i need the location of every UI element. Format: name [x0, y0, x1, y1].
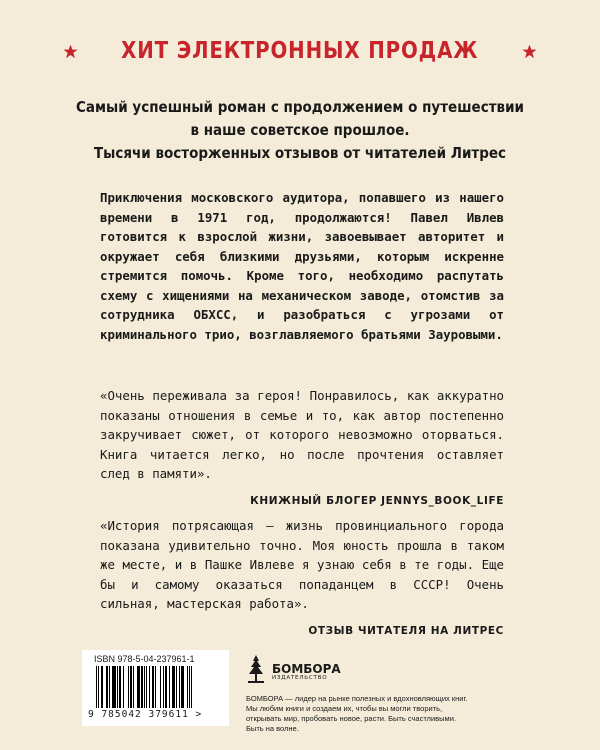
hit-title: ХИТ ЭЛЕКТРОННЫХ ПРОДАЖ: [121, 38, 479, 64]
barcode-digits: 9 785042 379611 >: [88, 709, 203, 720]
barcode-bars: [96, 666, 219, 708]
quote-attribution: ОТЗЫВ ЧИТАТЕЛЯ НА ЛИТРЕС: [308, 624, 504, 637]
publisher-logo: [246, 656, 341, 688]
star-icon: [63, 44, 78, 59]
tagline-line: в наше советское прошлое.: [190, 121, 410, 139]
hit-banner: [0, 38, 600, 64]
review-quote: [100, 386, 504, 511]
review-quote: [100, 516, 504, 641]
star-icon: [522, 44, 537, 59]
description-text: Приключения московского аудитора, попавшего из нашего времени в 1971 год, продолжаются! Павел Ивлев готовится к взрослой жизни, завоевывает авторитет и окружает себя близкими друзьями, которым искренне стремится помочь. Кроме того, необходимо распутать схему с хищениями на механическом заводе, отомстив за сотрудника ОБХСС, и разобраться с угрозами от криминального трио, возглавляемого братьями Зауровыми.: [100, 190, 504, 342]
isbn-text: ISBN 978-5-04-237961-1: [94, 654, 195, 664]
quote-text: «История потрясающая — жизнь провинциального города показана удивительно точно. Моя юность прошла в таком же месте, и в Пашке Ивлеве я узнаю себя в те годы. Еще бы и самому оказаться попаданцем в СССР! Очень сильная, мастерская работа».: [100, 518, 504, 611]
quote-text: «Очень переживала за героя! Понравилось, как аккуратно показаны отношения в семье и то, как автор постепенно закручивает сюжет, от которого невозможно оторваться. Книга читается легко, но после прочтения оставляет след в памяти».: [100, 388, 504, 481]
barcode-block: [82, 650, 229, 726]
publisher-description: БОМБОРА — лидер на рынке полезных и вдохновляющих книг. Мы любим книги и создаем их, чтобы вы могли творить, открывать мир, пробовать новое, расти. Быть счастливыми. Быть на волне.: [246, 694, 468, 733]
publisher-subtitle: ИЗДАТЕЛЬСТВО: [272, 675, 328, 681]
book-description: [100, 188, 504, 344]
quote-attribution: КНИЖНЫЙ БЛОГЕР JENNYS_BOOK_LIFE: [250, 494, 504, 507]
bombora-tree-icon: [246, 655, 266, 690]
tagline: [0, 96, 600, 165]
tagline-line: Самый успешный роман с продолжением о путешествии: [75, 98, 525, 116]
publisher-name: БОМБОРА: [272, 662, 341, 676]
tagline-line: Тысячи восторженных отзывов от читателей Литрес: [93, 144, 507, 162]
